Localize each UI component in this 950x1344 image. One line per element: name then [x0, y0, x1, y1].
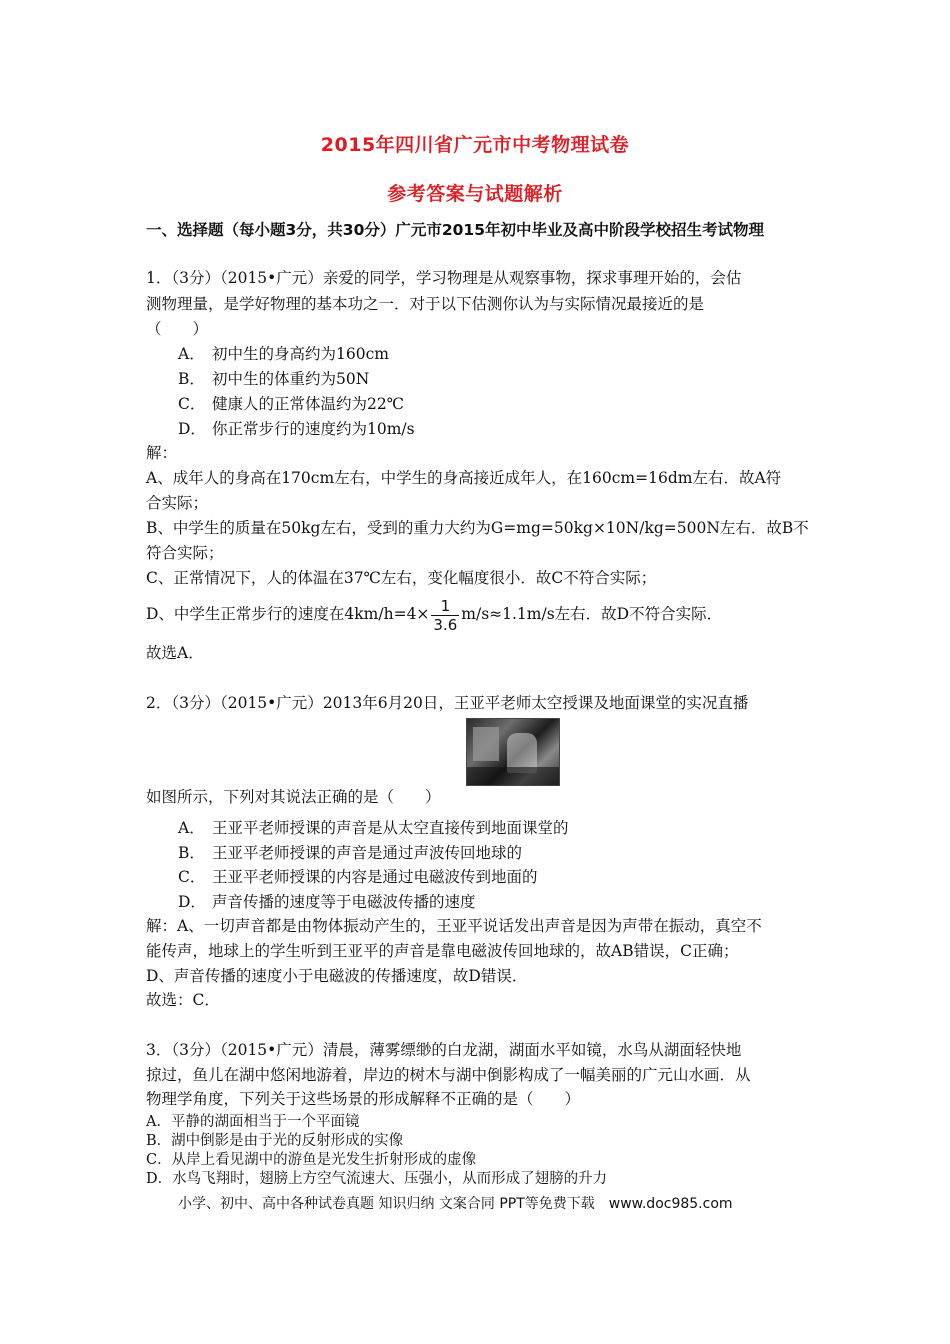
q1-solution-line: C、正常情况下，人的体温在37℃左右，变化幅度很小．故C不符合实际；: [146, 569, 657, 587]
q3-stem-line-3: 物理学角度，下列关于这些场景的形成解释不正确的是（ ）: [146, 1090, 581, 1108]
q3-option-a: A．平静的湖面相当于一个平面镜: [146, 1114, 360, 1130]
q1-solution-d-line: [146, 594, 722, 634]
document-subtitle: 参考答案与试题解析: [387, 183, 563, 205]
option-letter: A．: [178, 345, 205, 363]
q2-stem-line-1: 2．（3分）（2015•广元）2013年6月20日，王亚平老师太空授课及地面课堂的实况直播: [146, 694, 749, 712]
formula-suffix: m/s≈1.1m/s左右．故D不符合实际．: [461, 605, 723, 623]
q1-solution-line: 合实际；: [146, 494, 209, 512]
q2-option-a: [178, 818, 569, 838]
q3-option-b: B．湖中倒影是由于光的反射形成的实像: [146, 1133, 404, 1149]
option-letter: C．: [178, 395, 206, 413]
q1-stem-line-1: 1．（3分）（2015•广元）亲爱的同学，学习物理是从观察事物，探求事理开始的，会估: [146, 269, 742, 287]
q2-answer: 故选：C．: [146, 991, 220, 1009]
option-letter: D．: [178, 893, 206, 911]
option-text: 你正常步行的速度约为10m/s: [212, 420, 415, 438]
section-header: 一、选择题（每小题3分，共30分）广元市2015年初中毕业及高中阶段学校招生考试物理: [146, 221, 764, 239]
q1-solution-line: B、中学生的质量在50kg左右，受到的重力大约为G=mg=50kg×10N/kg=500N左右．故B不: [146, 519, 809, 537]
option-letter: A．: [178, 819, 205, 837]
q2-option-d: [178, 892, 476, 912]
option-text: 王亚平老师授课的内容是通过电磁波传到地面的: [212, 868, 538, 886]
q2-solution-line: 能传声，地球上的学生听到王亚平的声音是靠电磁波传回地球的，故AB错误，C正确；: [146, 942, 739, 960]
document-title: 2015年四川省广元市中考物理试卷: [320, 134, 630, 156]
option-text: 健康人的正常体温约为22℃: [212, 395, 405, 413]
fraction: [431, 597, 459, 634]
q2-option-c: [178, 867, 538, 887]
q2-stem-line-2: 如图所示，下列对其说法正确的是（ ）: [146, 788, 441, 806]
q2-option-b: [178, 843, 522, 863]
q2-solution-line: D、声音传播的速度小于电磁波的传播速度，故D错误．: [146, 967, 528, 985]
q3-stem-line-1: 3．（3分）（2015•广元）清晨，薄雾缥缈的白龙湖，湖面水平如镜，水鸟从湖面轻快地: [146, 1041, 742, 1059]
q1-answer: 故选A．: [146, 644, 204, 662]
q1-option-c: [178, 394, 404, 414]
q1-option-a: [178, 344, 389, 364]
q3-option-d: D．水鸟飞翔时，翅膀上方空气流速大、压强小，从而形成了翅膀的升力: [146, 1171, 608, 1187]
formula-prefix: D、中学生正常步行的速度在4km/h=4×: [146, 605, 430, 623]
option-text: 初中生的体重约为50N: [212, 370, 370, 388]
option-letter: B．: [178, 370, 205, 388]
q1-solution-label: 解：: [146, 444, 178, 462]
q1-solution-line: 符合实际；: [146, 544, 224, 562]
q3-stem-line-2: 掠过，鱼儿在湖中悠闲地游着，岸边的树木与湖中倒影构成了一幅美丽的广元山水画．从: [146, 1066, 751, 1084]
classroom-broadcast-photo: [466, 718, 560, 786]
q1-stem-line-3: （ ）: [146, 320, 209, 338]
q1-option-d: [178, 419, 415, 439]
option-letter: C．: [178, 868, 206, 886]
option-letter: D．: [178, 420, 206, 438]
option-text: 王亚平老师授课的声音是从太空直接传到地面课堂的: [212, 819, 569, 837]
q2-solution-line: 解：A、一切声音都是由物体振动产生的，王亚平说话发出声音是因为声带在振动，真空不: [146, 917, 762, 935]
option-text: 初中生的身高约为160cm: [212, 345, 389, 363]
option-text: 王亚平老师授课的声音是通过声波传回地球的: [212, 844, 523, 862]
q1-option-b: [178, 369, 369, 389]
footer-note: 小学、初中、高中各种试卷真题 知识归纳 文案合同 PPT等免费下载 www.doc985.com: [178, 1196, 733, 1212]
q3-option-c: C．从岸上看见湖中的游鱼是光发生折射形成的虚像: [146, 1152, 477, 1168]
q1-stem-line-2: 测物理量，是学好物理的基本功之一．对于以下估测你认为与实际情况最接近的是: [146, 295, 705, 313]
q1-solution-line: A、成年人的身高在170cm左右，中学生的身高接近成年人，在160cm=16dm左右．故A符: [146, 469, 782, 487]
option-text: 声音传播的速度等于电磁波传播的速度: [212, 893, 476, 911]
option-letter: B．: [178, 844, 205, 862]
fraction-numerator: 1: [431, 597, 459, 616]
fraction-denominator: 3.6: [433, 615, 458, 634]
